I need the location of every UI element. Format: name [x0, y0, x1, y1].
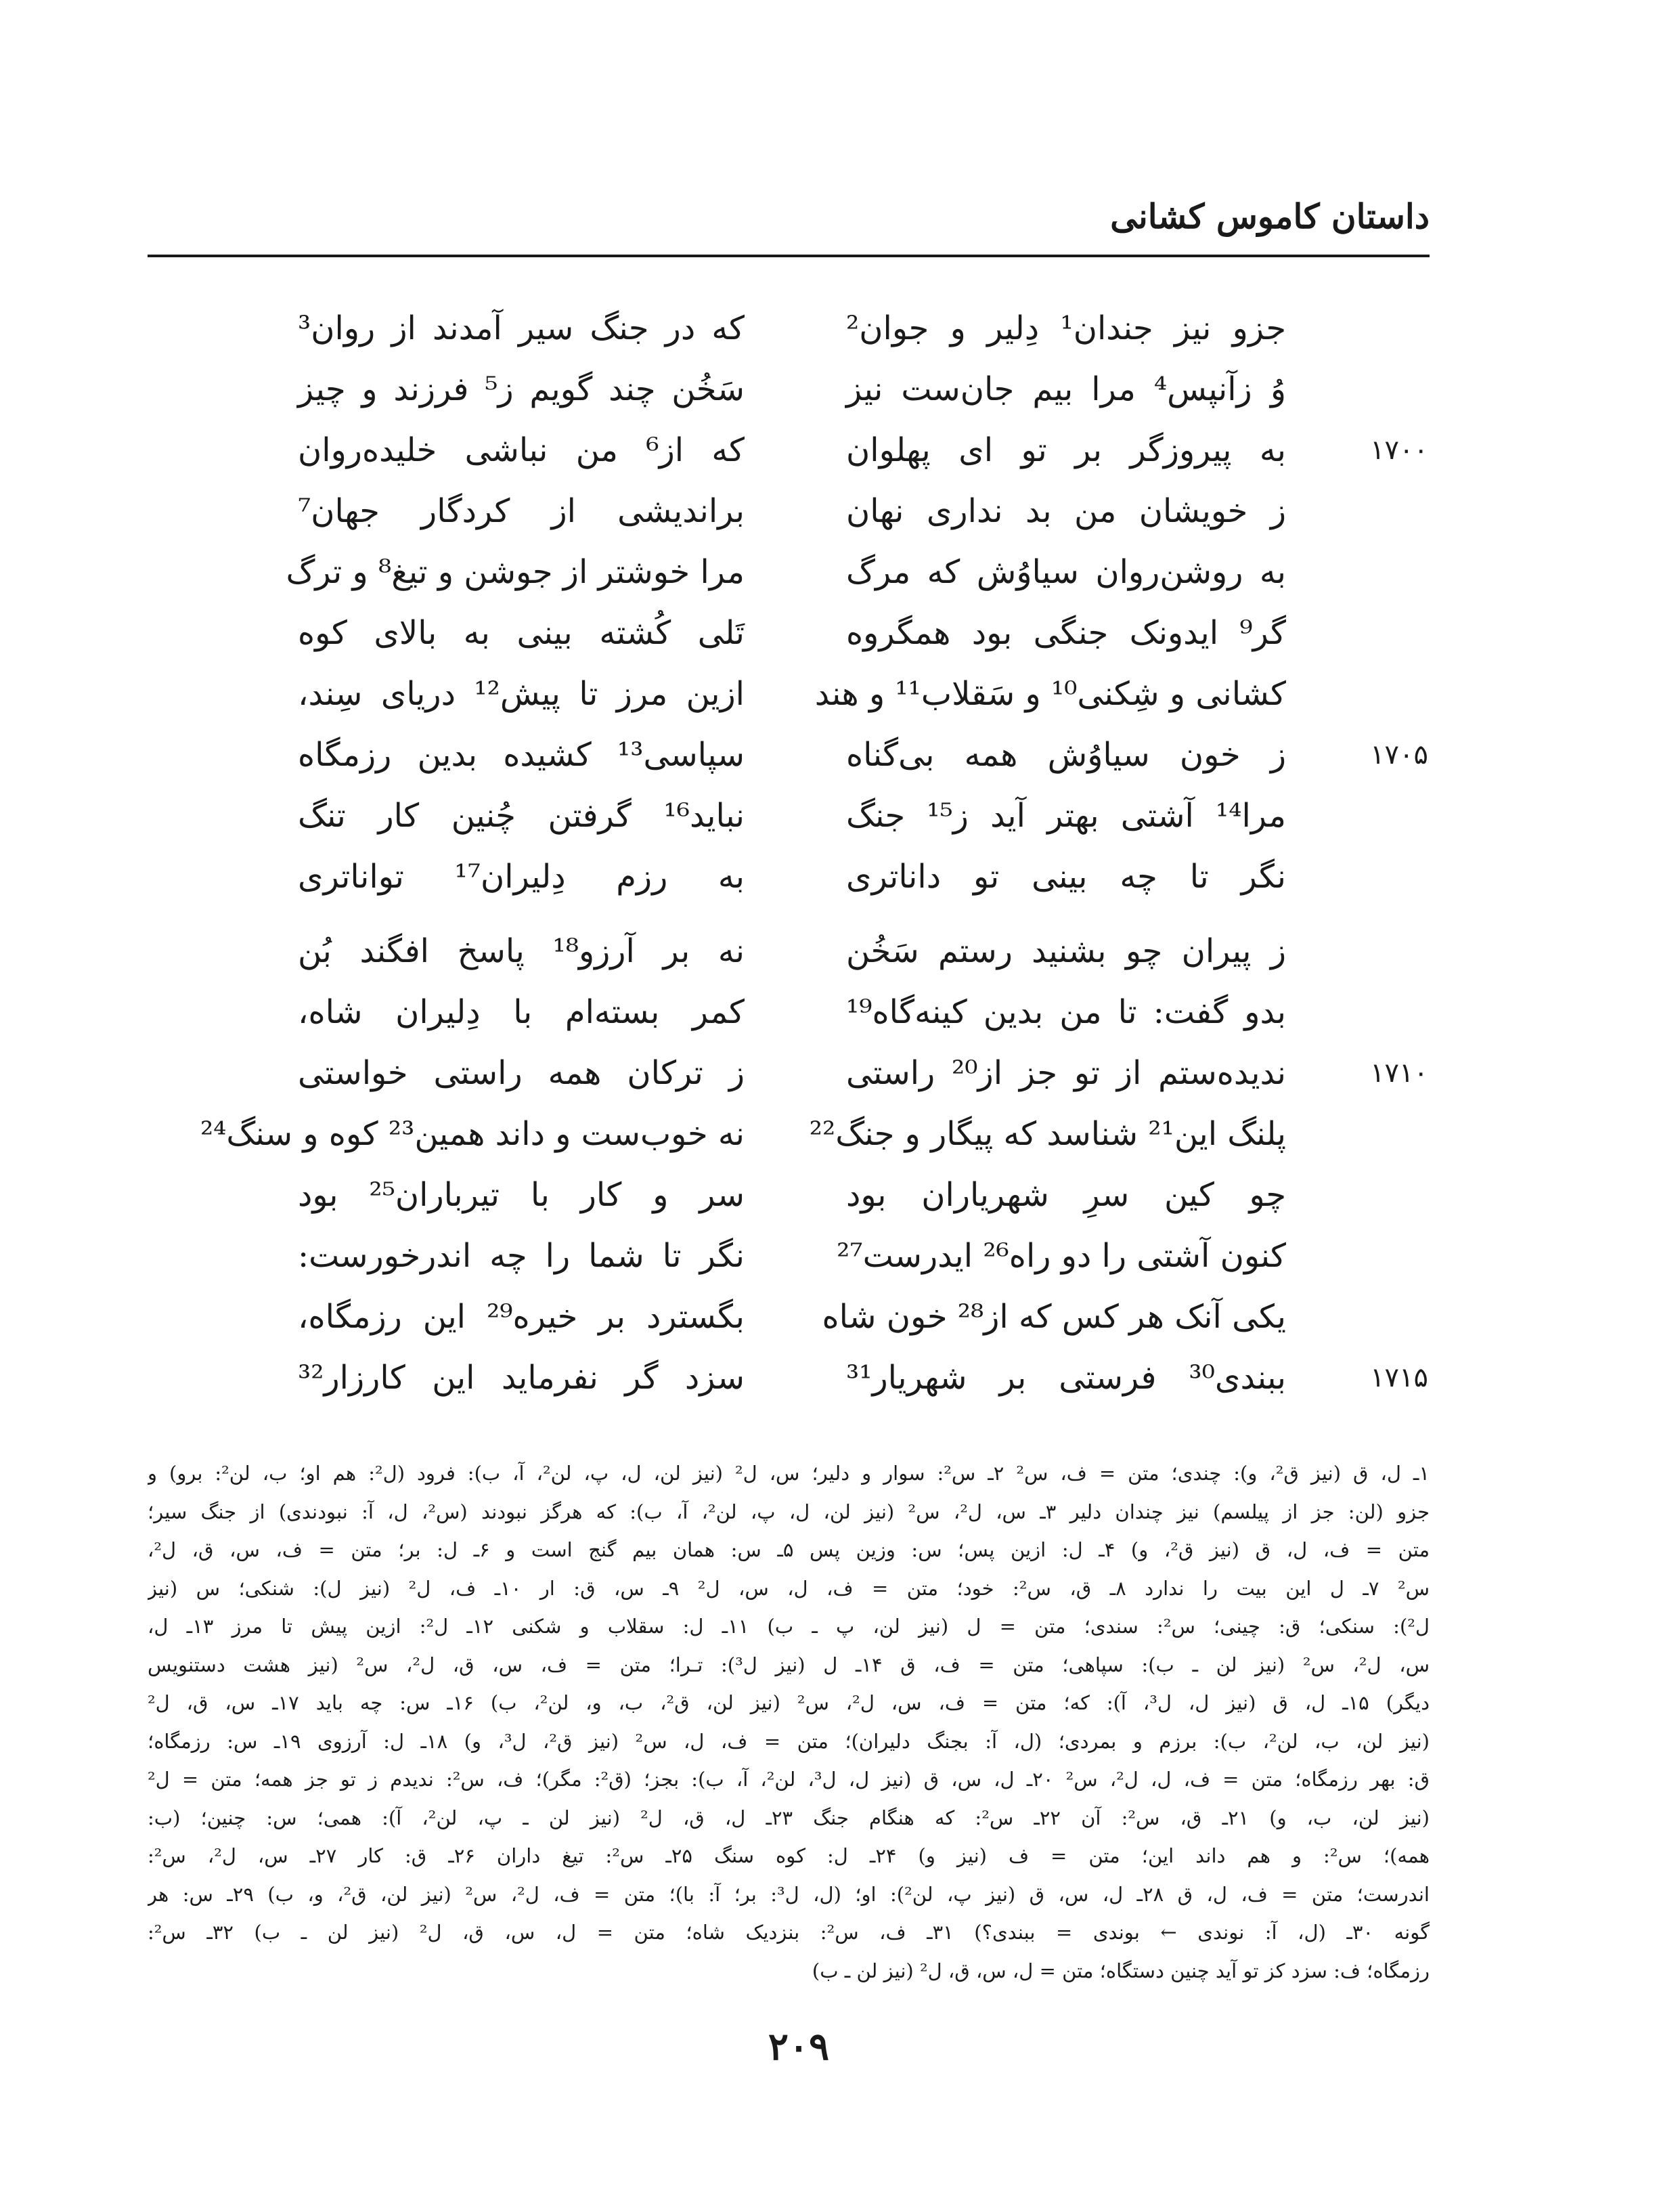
first-hemistich — [846, 724, 1286, 785]
second-hemistich-text: تَلی کُشته بینی به بالای کوه — [298, 614, 745, 652]
footnote-line: همه)؛ س²: و هم داند این؛ متن = ف (نیز و) ۲۴ـ ل: کوه سنگ ۲۵ـ س²: تیغ داران ۲۶ـ ق: کار ۲۷ـ س، ل²، س²: — [148, 1844, 1430, 1867]
first-hemistich — [837, 1225, 1286, 1286]
second-hemistich-text: که از⁶ من نباشی خلیده‌روان — [298, 431, 745, 469]
second-hemistich-text: کمر بسته‌ام با دِلیران شاه، — [298, 993, 745, 1031]
first-hemistich-text: ببندی³⁰ فرستی بر شهریار³¹ — [846, 1359, 1286, 1397]
second-hemistich-text: نباید¹⁶ گرفتن چُنین کار تنگ — [298, 797, 745, 835]
verse-number — [1347, 481, 1428, 542]
footnote-line: ل²): سنکی؛ ق: چینی؛ س²: سندی؛ متن = ل (نیز لن، پ ـ ب) ۱۱ـ ل: سقلاب و شکنی ۱۲ـ ل²: ازین پیش تا مرز ۱۳ـ ل، — [148, 1615, 1430, 1638]
verse-number: ۱۷۰۰ — [1370, 435, 1428, 466]
first-hemistich-text: یکی آنک هر کس که از²⁸ خون شاه — [822, 1298, 1286, 1336]
verse-number — [1347, 1104, 1428, 1164]
verse-number — [1347, 542, 1428, 603]
verse-number — [1347, 298, 1428, 359]
second-hemistich-text: که در جنگ سیر آمدند از روان³ — [298, 309, 745, 347]
verse-number: ۱۷۱۵ — [1370, 1362, 1428, 1393]
verse-row — [0, 1164, 1680, 1225]
first-hemistich-text: مرا¹⁴ آشتی بهتر آید ز¹⁵ جنگ — [846, 797, 1286, 835]
second-hemistich-text: بگسترد بر خیره²⁹ این رزمگاه، — [298, 1298, 745, 1336]
footnote-line: متن = ف، ل، ق (نیز ق²، و) ۴ـ ل: ازین پس؛ س: وزین پس ۵ـ س: همان بیم گنج است و ۶ـ ل: بر؛ متن = ف، س، ق، ل²، — [148, 1538, 1430, 1561]
verse-row — [0, 542, 1680, 603]
second-hemistich-text: نگر تا شما را چه اندرخورست: — [298, 1237, 745, 1275]
verse-number — [1347, 846, 1428, 907]
first-hemistich-text: جزو نیز جندان¹ دِلیر و جوان² — [846, 309, 1286, 347]
verse-row — [0, 481, 1680, 542]
first-hemistich — [846, 1164, 1286, 1225]
footnote-line: گونه ۳۰ـ (ل، آ: نوندی ← بوندی = ببندی؟) ۳۱ـ ف، س²: بنزدیک شاه؛ متن = ل، س، ق، ل² (نیز لن ـ ب) ۳۲ـ س²: — [148, 1921, 1430, 1944]
verse-number: ۱۷۰۵ — [1370, 739, 1428, 770]
second-hemistich — [286, 542, 745, 603]
verse-row — [0, 298, 1680, 359]
first-hemistich-text: به روشن‌روان سیاوُش که مرگ — [846, 553, 1286, 591]
verse-number — [1347, 921, 1428, 982]
second-hemistich — [200, 1104, 745, 1164]
second-hemistich-text: سَخُن چند گویم ز⁵ فرزند و چیز — [298, 370, 745, 408]
second-hemistich — [298, 663, 745, 724]
verse-row — [0, 785, 1680, 846]
first-hemistich — [814, 663, 1286, 724]
second-hemistich-text: ازین مرز تا پیش¹² دریای سِند، — [298, 675, 745, 713]
verse-row — [0, 1286, 1680, 1347]
second-hemistich — [298, 982, 745, 1043]
first-hemistich-text: گر⁹ ایدونک جنگی بود همگروه — [846, 614, 1286, 652]
footnote-line: دیگر) ۱۵ـ ل، ق (نیز ل، ل³، آ): که؛ متن = ف، س، ل²، س² (نیز لن، ق²، ب، و، لن²، ب) ۱۶ـ س: چه باید ۱۷ـ س، ق، ل² — [148, 1691, 1430, 1714]
second-hemistich — [298, 603, 745, 663]
footnote-line: (نیز لن، ب، و) ۲۱ـ ق، س²: آن ۲۲ـ س²: که هنگام جنگ ۲۳ـ ل، ق، ل² (نیز لن ـ پ، لن²، آ): همی؛ س: چنین؛ (ب: — [148, 1806, 1430, 1829]
first-hemistich — [846, 846, 1286, 907]
second-hemistich — [298, 481, 745, 542]
footnote-line: س، ل²، س² (نیز لن ـ ب): سپاهی؛ متن = ف، ق ۱۴ـ ل (نیز ل³): تـرا؛ متن = ف، س، ق، ل²، س² (نیز هشت دستنویس — [148, 1653, 1430, 1676]
footnote-line: (نیز لن، ب، لن²، ب): برزم و بمردی؛ (ل، آ: بجنگ دلیران)؛ متن = ف، ل، س² (نیز ق²، ل³، و) ۱۸ـ ل: آرزوی ۱۹ـ س: رزمگاه؛ — [148, 1729, 1430, 1753]
first-hemistich-text: به پیروزگر بر تو ای پهلوان — [846, 431, 1286, 469]
verse-row — [0, 982, 1680, 1043]
second-hemistich-text: براندیشی از کردگار جهان⁷ — [298, 492, 745, 530]
verse-row — [0, 1225, 1680, 1286]
first-hemistich — [846, 481, 1286, 542]
verse-number — [1347, 1164, 1428, 1225]
footnote-line: جزو (لن: جز از پیلسم) نیز چندان دلیر ۳ـ س، ل²، س² (نیز لن، ل، پ، لن²، آ، ب): که هرگز نبودند (س²، ل، آ: نبودندی) از جنگ سیر؛ — [148, 1500, 1430, 1523]
verse-number — [1347, 603, 1428, 663]
second-hemistich-text: نه بر آرزو¹⁸ پاسخ افگند بُن — [298, 932, 745, 970]
verse-number — [1347, 1225, 1428, 1286]
first-hemistich-text: کنون آشتی را دو راه²⁶ ایدرست²⁷ — [837, 1237, 1286, 1275]
first-hemistich-text: بدو گفت: تا من بدین کینه‌گاه¹⁹ — [846, 993, 1286, 1031]
first-hemistich-text: وُ زآنپس⁴ مرا بیم جان‌ست نیز — [846, 370, 1286, 408]
second-hemistich — [298, 1286, 745, 1347]
first-hemistich — [846, 785, 1286, 846]
second-hemistich — [298, 1225, 745, 1286]
verse-row — [0, 921, 1680, 982]
verse-number — [1347, 982, 1428, 1043]
second-hemistich — [298, 785, 745, 846]
verse-row — [0, 846, 1680, 907]
verse-number — [1347, 1286, 1428, 1347]
verse-row — [0, 1347, 1680, 1408]
first-hemistich — [846, 921, 1286, 982]
verse-row — [0, 1104, 1680, 1164]
first-hemistich-text: کشانی و شِکنی¹⁰ و سَقلاب¹¹ و هند — [814, 675, 1286, 713]
first-hemistich — [846, 1043, 1286, 1104]
first-hemistich — [846, 542, 1286, 603]
verse-number — [1347, 359, 1428, 420]
second-hemistich — [298, 724, 745, 785]
footnote-line: ق: بهر رزمگاه؛ متن = ف، ل، ل²، س² ۲۰ـ ل، س، ق (نیز ل، ل³، لن²، آ، ب): بجز؛ (ق²: مگر)؛ ف، س²: ندیدم ز تو جز همه؛ متن = ل² — [148, 1768, 1430, 1791]
second-hemistich-text: نه خوب‌ست و داند همین²³ کوه و سنگ²⁴ — [200, 1115, 745, 1153]
footnotes — [148, 1454, 1430, 1990]
first-hemistich-text: نگر تا چه بینی تو داناتری — [846, 858, 1286, 896]
verse-number — [1347, 785, 1428, 846]
first-hemistich — [822, 1286, 1286, 1347]
header-rule — [148, 255, 1430, 257]
first-hemistich-text: ز خون سیاوُش همه بی‌گناه — [846, 736, 1286, 774]
second-hemistich — [298, 1347, 745, 1408]
second-hemistich — [298, 298, 745, 359]
first-hemistich-text: ز پیران چو بشنید رستم سَخُن — [846, 932, 1286, 970]
second-hemistich — [298, 359, 745, 420]
second-hemistich-text: مرا خوشتر از جوشن و تیغ⁸ و ترگ — [286, 553, 745, 591]
first-hemistich-text: ز خویشان من بد نداری نهان — [846, 492, 1286, 530]
verse-row — [0, 724, 1680, 785]
first-hemistich — [846, 298, 1286, 359]
first-hemistich — [846, 420, 1286, 481]
first-hemistich — [809, 1104, 1286, 1164]
first-hemistich — [846, 1347, 1286, 1408]
footnote-line: رزمگاه؛ ف: سزد کز تو آید چنین دستگاه؛ متن = ل، س، ق، ل² (نیز لن ـ ب) — [812, 1959, 1430, 1982]
second-hemistich-text: ز ترکان همه راستی خواستی — [298, 1054, 745, 1092]
page-number: ۲۰۹ — [768, 2024, 830, 2069]
first-hemistich — [846, 603, 1286, 663]
first-hemistich-text: پلنگ این²¹ شناسد که پیگار و جنگ²² — [809, 1115, 1286, 1153]
second-hemistich — [298, 921, 745, 982]
verse-row — [0, 420, 1680, 481]
verse-row — [0, 359, 1680, 420]
second-hemistich — [298, 1043, 745, 1104]
footnote-line: ۱ـ ل، ق (نیز ق²، و): چندی؛ متن = ف، س² ۲ـ س²: سوار و دلیر؛ س، ل² (نیز لن، ل، پ، لن²، آ، ب): فرود (ل²: هم او؛ ب، لن²: برو) و — [148, 1462, 1430, 1485]
verse-row — [0, 663, 1680, 724]
footnote-line: اندرست؛ متن = ف، ل، ق ۲۸ـ ل، س، ق (نیز پ، لن²): او؛ (ل، ل³: بر؛ آ: با)؛ متن = ف، ل²، س² (نیز لن، ق²، و، ب) ۲۹ـ س: هر — [148, 1882, 1430, 1906]
footnote-line: س² ۷ـ ل این بیت را ندارد ۸ـ ق، س²: خود؛ متن = ف، ل، س، ل² ۹ـ س، ق: ار ۱۰ـ ف، ل² (نیز ل): شنکی؛ س (نیز — [148, 1576, 1430, 1600]
second-hemistich-text: سر و کار با تیرباران²⁵ بود — [298, 1176, 745, 1214]
verse-row — [0, 603, 1680, 663]
second-hemistich — [298, 420, 745, 481]
verse-block-2 — [0, 921, 1680, 1408]
second-hemistich — [298, 1164, 745, 1225]
first-hemistich — [846, 359, 1286, 420]
verse-number: ۱۷۱۰ — [1370, 1058, 1428, 1089]
second-hemistich — [298, 846, 745, 907]
first-hemistich-text: ندیده‌ستم از تو جز از²⁰ راستی — [846, 1054, 1287, 1092]
verse-number — [1347, 663, 1428, 724]
running-head: داستان کاموس کشانی — [1110, 196, 1430, 236]
first-hemistich — [846, 982, 1286, 1043]
verse-row — [0, 1043, 1680, 1104]
second-hemistich-text: سزد گر نفرماید این کارزار³² — [298, 1359, 745, 1397]
second-hemistich-text: سپاسی¹³ کشیده بدین رزمگاه — [298, 736, 745, 774]
first-hemistich-text: چو کین سرِ شهریاران بود — [846, 1176, 1286, 1214]
verse-block-1 — [0, 298, 1680, 907]
second-hemistich-text: به رزم دِلیران¹⁷ تواناتری — [298, 858, 745, 896]
